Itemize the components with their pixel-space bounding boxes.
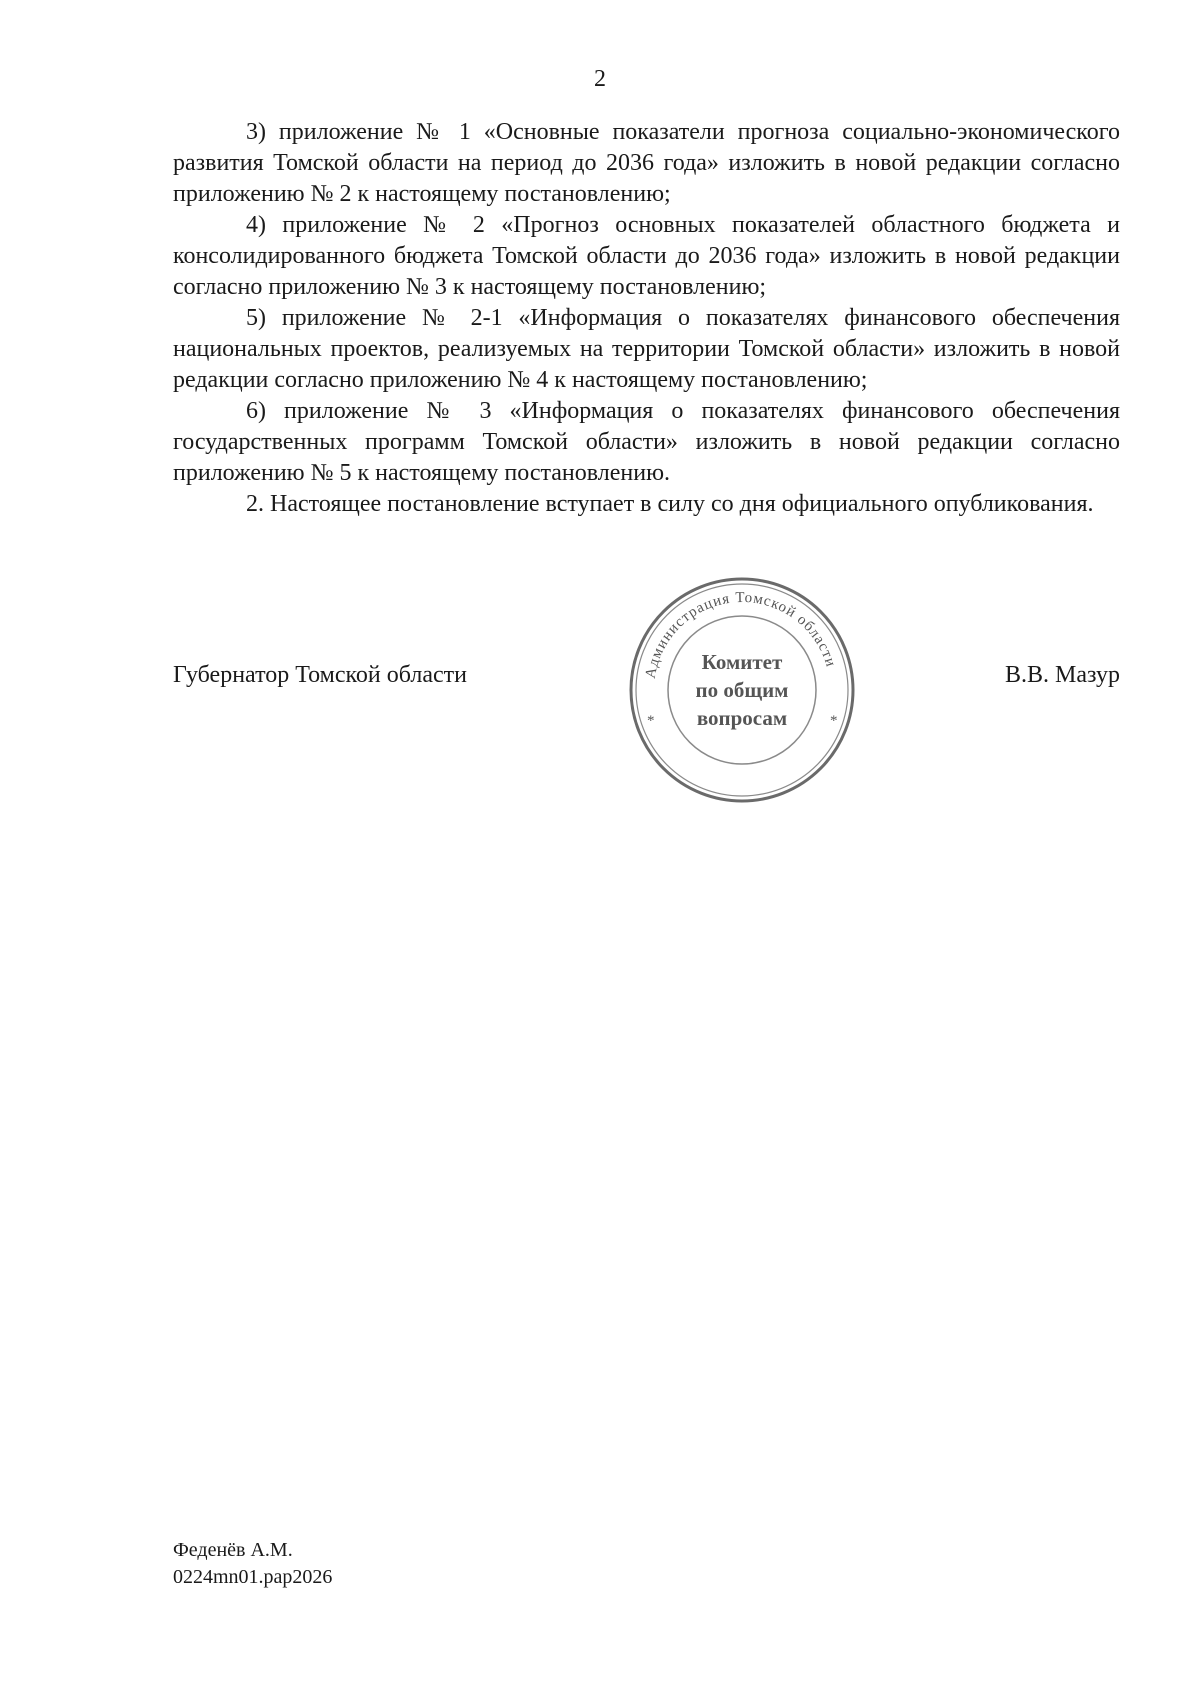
seal-center-line-1: Комитет bbox=[701, 650, 783, 674]
seal-star-right: * bbox=[830, 713, 839, 729]
page-number: 2 bbox=[594, 66, 606, 92]
seal-center-line-3: вопросам bbox=[696, 706, 788, 730]
file-code: 0224mn01.pap2026 bbox=[173, 1566, 333, 1588]
paragraph-item-6: 6) приложение № 3 «Информация о показателях финансового обеспечения государственных программ Томской области» изложить в новой редакции согласно приложению № 5 к настоящему постановлению. bbox=[173, 398, 1120, 486]
paragraph-item-5: 5) приложение № 2-1 «Информация о показателях финансового обеспечения национальных проектов, реализуемых на территории Томской области» изложить в новой редакции согласно приложению № 4 к настоящему постановлению; bbox=[173, 305, 1120, 393]
seal-star-left: * bbox=[647, 713, 656, 729]
executor-name: Феденёв А.М. bbox=[173, 1539, 293, 1561]
document-body bbox=[173, 117, 1120, 520]
seal-graphic bbox=[627, 575, 857, 805]
paragraph-item-3: 3) приложение № 1 «Основные показатели прогноза социально-экономического развития Томской области на период до 2036 года» изложить в новой редакции согласно приложению № 2 к настоящему постановлению; bbox=[173, 119, 1120, 207]
paragraph-effective-date: 2. Настоящее постановление вступает в силу со дня официального опубликования. bbox=[246, 491, 1094, 517]
signatory-title: Губернатор Томской области bbox=[173, 662, 467, 688]
seal-ring-text: Администрация Томской области bbox=[642, 589, 839, 680]
seal-center-line-2: по общим bbox=[695, 678, 789, 702]
paragraph-item-4: 4) приложение № 2 «Прогноз основных показателей областного бюджета и консолидированного бюджета Томской области до 2036 года» изложить в новой редакции согласно приложению № 3 к настоящему постановлению; bbox=[173, 212, 1120, 300]
executor-block bbox=[173, 1537, 332, 1591]
signatory-name: В.В. Мазур bbox=[1005, 662, 1120, 688]
official-seal bbox=[627, 575, 857, 805]
